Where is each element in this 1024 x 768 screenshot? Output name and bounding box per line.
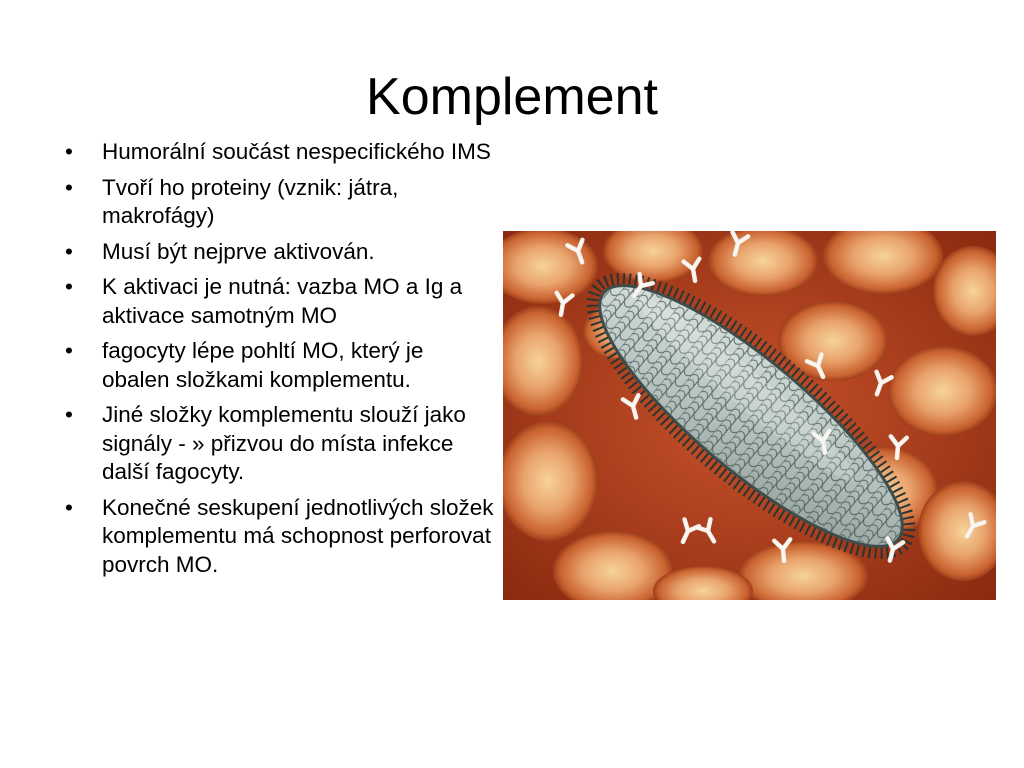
bullet-item <box>60 238 496 267</box>
host-cell <box>778 301 888 381</box>
bullet-icon: • <box>65 238 73 264</box>
bullet-icon: • <box>65 174 73 200</box>
host-cell <box>888 346 996 436</box>
slide-title: Komplement <box>366 68 658 126</box>
bacterium-illustration-svg <box>503 231 996 600</box>
bullet-icon: • <box>65 274 73 299</box>
bullet-item <box>60 174 496 231</box>
bullet-text: Musí být nejprve aktivován. <box>102 238 375 264</box>
bullet-text: K aktivaci je nutná: vazba MO a Ig a aktivace samotným MO <box>102 274 463 328</box>
bullet-item <box>60 273 496 330</box>
bullet-item <box>60 494 496 580</box>
bullet-text: Humorální součást nespecifického IMS <box>102 139 491 164</box>
bullet-text: Tvoří ho proteiny (vznik: játra, makrofágy) <box>102 174 399 228</box>
bullet-item <box>60 138 496 167</box>
bacterium-illustration <box>503 231 996 600</box>
bullet-list <box>60 138 496 586</box>
bullet-icon: • <box>65 402 73 427</box>
bullet-text: Jiné složky komplementu slouží jako signály - » přizvou do místa infekce další fagocyty. <box>102 402 466 484</box>
bullet-icon: • <box>65 139 73 164</box>
bullet-item <box>60 337 496 394</box>
bullet-text: Konečné seskupení jednotlivých složek komplementu má schopnost perforovat povrch MO. <box>102 494 494 577</box>
bullet-icon: • <box>65 338 73 363</box>
bullet-icon: • <box>65 494 73 520</box>
bullet-text: fagocyty lépe pohltí MO, který je obalen složkami komplementu. <box>102 338 424 392</box>
bullet-item <box>60 401 496 487</box>
